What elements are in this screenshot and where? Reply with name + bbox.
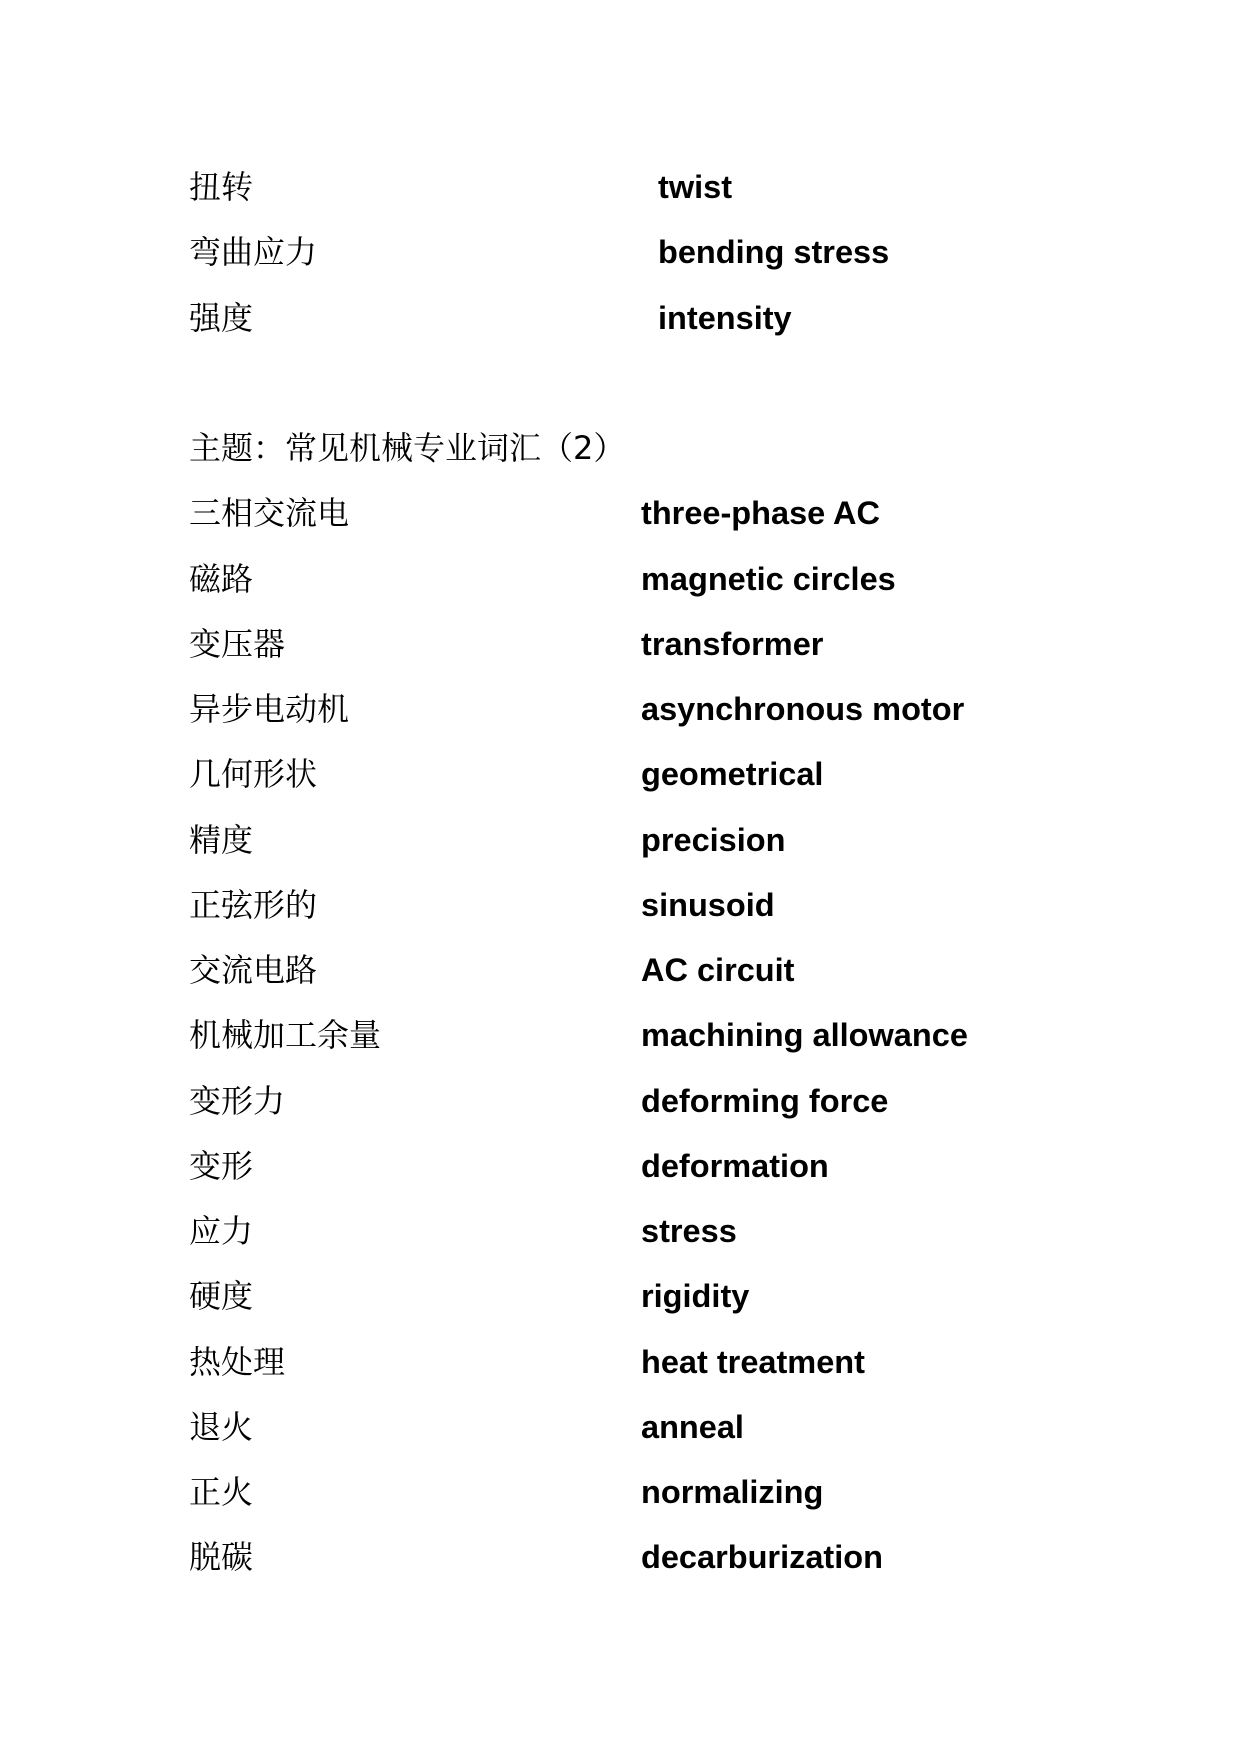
english-term: deforming force — [641, 1082, 889, 1119]
vocab-row — [0, 1003, 1241, 1068]
chinese-term: 三相交流电 — [189, 494, 350, 533]
vocab-row — [0, 481, 1241, 546]
english-term: anneal — [641, 1408, 744, 1445]
chinese-term: 几何形状 — [189, 755, 318, 794]
english-term: heat treatment — [641, 1343, 865, 1380]
chinese-term: 变压器 — [189, 624, 286, 663]
chinese-term: 弯曲应力 — [189, 233, 318, 272]
chinese-term: 机械加工余量 — [189, 1016, 382, 1055]
chinese-term: 硬度 — [189, 1277, 254, 1316]
chinese-term: 交流电路 — [189, 951, 318, 989]
vocab-row — [0, 1330, 1241, 1395]
vocab-row — [0, 220, 1241, 285]
chinese-term: 应力 — [189, 1212, 254, 1250]
vocab-row — [0, 808, 1241, 873]
blank-line — [0, 351, 1241, 416]
english-term: normalizing — [641, 1474, 824, 1510]
english-term: sinusoid — [641, 886, 775, 923]
vocab-row — [0, 677, 1241, 742]
english-term: twist — [658, 169, 733, 205]
vocab-row — [0, 873, 1241, 938]
vocab-row — [0, 286, 1241, 351]
chinese-term: 退火 — [189, 1407, 254, 1446]
vocab-row — [0, 1199, 1241, 1264]
vocab-row — [0, 1264, 1241, 1329]
vocab-row — [0, 938, 1241, 1003]
vocab-row — [0, 612, 1241, 677]
vocab-row — [0, 742, 1241, 807]
english-term: geometrical — [641, 756, 824, 793]
english-term: decarburization — [641, 1539, 883, 1576]
chinese-term: 正弦形的 — [189, 885, 318, 924]
english-term: precision — [641, 821, 786, 858]
section-heading: 主题：常见机械专业词汇（2） — [189, 429, 626, 467]
vocab-row — [0, 1525, 1241, 1590]
vocab-row — [0, 1134, 1241, 1199]
vocab-row — [0, 1395, 1241, 1460]
english-term: stress — [641, 1213, 737, 1249]
english-term: three-phase AC — [641, 495, 880, 532]
section-heading-row — [0, 416, 1241, 481]
chinese-term: 磁路 — [189, 559, 254, 598]
chinese-term: 变形 — [189, 1146, 254, 1185]
vocabulary-list — [0, 155, 1241, 1591]
chinese-term: 扭转 — [189, 168, 254, 206]
english-term: magnetic circles — [641, 560, 896, 597]
chinese-term: 正火 — [189, 1473, 254, 1511]
chinese-term: 异步电动机 — [189, 690, 350, 728]
chinese-term: 精度 — [189, 820, 254, 859]
chinese-term: 热处理 — [189, 1342, 286, 1381]
english-term: machining allowance — [641, 1017, 968, 1054]
vocab-row — [0, 547, 1241, 612]
english-term: rigidity — [641, 1278, 750, 1315]
english-term: asynchronous motor — [641, 691, 965, 727]
vocab-row — [0, 1460, 1241, 1525]
vocab-row — [0, 1069, 1241, 1134]
english-term: AC circuit — [641, 952, 795, 988]
english-term: intensity — [658, 299, 792, 336]
vocab-row — [0, 155, 1241, 220]
english-term: bending stress — [658, 234, 890, 271]
chinese-term: 脱碳 — [189, 1538, 254, 1577]
chinese-term: 强度 — [189, 298, 254, 337]
chinese-term: 变形力 — [189, 1081, 286, 1120]
english-term: transformer — [641, 625, 824, 662]
english-term: deformation — [641, 1147, 829, 1184]
